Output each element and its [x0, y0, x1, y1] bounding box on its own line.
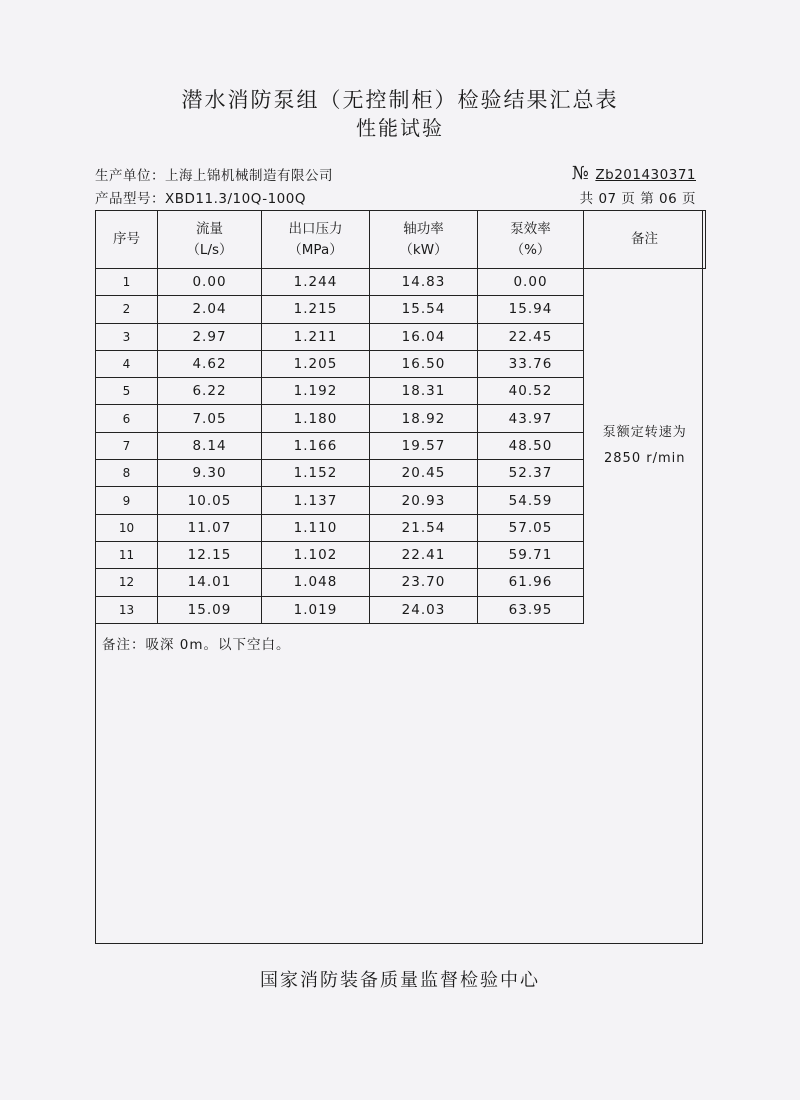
- table-note: 备注：吸深 0m。以下空白。: [102, 637, 291, 653]
- column-header-label: 出口压力: [288, 220, 343, 237]
- manufacturer-label: 生产单位：: [95, 168, 165, 184]
- table-cell: 43.97: [478, 405, 584, 432]
- remark-line: 泵额定转速为: [602, 425, 687, 441]
- table-cell: 33.76: [478, 350, 584, 377]
- table-row: [96, 269, 706, 296]
- table-cell: 22.41: [370, 541, 478, 568]
- table-cell: 12: [96, 569, 158, 596]
- table-cell: 48.50: [478, 432, 584, 459]
- remark-line: 2850 r/min: [604, 451, 686, 467]
- column-header-unit: （%）: [510, 241, 551, 258]
- table-cell: 13: [96, 596, 158, 623]
- table-cell: 52.37: [478, 460, 584, 487]
- number-symbol: №: [571, 163, 590, 184]
- column-header-unit: （kW）: [399, 241, 448, 258]
- table-cell: 40.52: [478, 378, 584, 405]
- table-cell: 18.92: [370, 405, 478, 432]
- column-header-unit: （MPa）: [288, 241, 343, 258]
- table-cell: 3: [96, 323, 158, 350]
- column-header-label: 流量: [196, 220, 223, 237]
- table-cell: 20.45: [370, 460, 478, 487]
- table-cell: 1.166: [262, 432, 370, 459]
- table-cell: 15.09: [158, 596, 262, 623]
- table-cell: 1.102: [262, 541, 370, 568]
- column-header-unit: （L/s）: [186, 241, 233, 258]
- column-header: [96, 211, 158, 269]
- column-header: [370, 211, 478, 269]
- model-line: [95, 187, 306, 207]
- column-header-label: 备注: [631, 231, 658, 247]
- document-subtitle: 性能试验: [356, 116, 444, 140]
- table-cell: 8.14: [158, 432, 262, 459]
- table-cell: 7: [96, 432, 158, 459]
- remark-cell: [584, 269, 706, 624]
- table-cell: 22.45: [478, 323, 584, 350]
- table-cell: 1.244: [262, 269, 370, 296]
- table-cell: 11.07: [158, 514, 262, 541]
- column-header: [262, 211, 370, 269]
- report-number-value: Zb201430371: [595, 167, 696, 183]
- table-cell: 15.54: [370, 296, 478, 323]
- table-cell: 9.30: [158, 460, 262, 487]
- table-cell: 57.05: [478, 514, 584, 541]
- table-cell: 0.00: [158, 269, 262, 296]
- table-cell: 1.110: [262, 514, 370, 541]
- table-cell: 10: [96, 514, 158, 541]
- model-label: 产品型号：: [95, 191, 165, 207]
- issuer-name: 国家消防装备质量监督检验中心: [260, 970, 540, 991]
- table-cell: 7.05: [158, 405, 262, 432]
- table-cell: 16.04: [370, 323, 478, 350]
- column-header-label: 序号: [113, 231, 140, 247]
- table-cell: 1: [96, 269, 158, 296]
- table-cell: 24.03: [370, 596, 478, 623]
- table-cell: 11: [96, 541, 158, 568]
- table-cell: 6: [96, 405, 158, 432]
- performance-table: [95, 210, 706, 624]
- table-cell: 8: [96, 460, 158, 487]
- table-cell: 1.180: [262, 405, 370, 432]
- table-cell: 9: [96, 487, 158, 514]
- table-cell: 1.152: [262, 460, 370, 487]
- table-cell: 1.205: [262, 350, 370, 377]
- model-value: XBD11.3/10Q-100Q: [165, 191, 306, 207]
- table-cell: 18.31: [370, 378, 478, 405]
- table-cell: 1.019: [262, 596, 370, 623]
- table-cell: 21.54: [370, 514, 478, 541]
- table-cell: 1.192: [262, 378, 370, 405]
- table-cell: 23.70: [370, 569, 478, 596]
- table-cell: 1.215: [262, 296, 370, 323]
- table-cell: 14.01: [158, 569, 262, 596]
- manufacturer-value: 上海上锦机械制造有限公司: [165, 168, 333, 184]
- table-cell: 2: [96, 296, 158, 323]
- table-cell: 61.96: [478, 569, 584, 596]
- table-cell: 19.57: [370, 432, 478, 459]
- table-cell: 54.59: [478, 487, 584, 514]
- table-cell: 59.71: [478, 541, 584, 568]
- table-cell: 4: [96, 350, 158, 377]
- report-number: [572, 163, 696, 184]
- table-cell: 1.137: [262, 487, 370, 514]
- table-cell: 20.93: [370, 487, 478, 514]
- column-header-label: 泵效率: [510, 220, 551, 237]
- column-header: [478, 211, 584, 269]
- column-header-label: 轴功率: [403, 220, 444, 237]
- table-cell: 2.97: [158, 323, 262, 350]
- document-title: 潜水消防泵组（无控制柜）检验结果汇总表: [181, 88, 619, 112]
- table-cell: 0.00: [478, 269, 584, 296]
- table-cell: 10.05: [158, 487, 262, 514]
- page-indicator: 共 07 页 第 06 页: [579, 191, 696, 207]
- table-cell: 5: [96, 378, 158, 405]
- manufacturer-line: [95, 164, 333, 184]
- column-header: [584, 211, 706, 269]
- table-cell: 6.22: [158, 378, 262, 405]
- table-header-row: [96, 211, 706, 269]
- table-cell: 63.95: [478, 596, 584, 623]
- table-cell: 14.83: [370, 269, 478, 296]
- table-cell: 2.04: [158, 296, 262, 323]
- table-cell: 15.94: [478, 296, 584, 323]
- column-header: [158, 211, 262, 269]
- table-cell: 16.50: [370, 350, 478, 377]
- table-body: [96, 269, 706, 624]
- table-cell: 1.211: [262, 323, 370, 350]
- table-cell: 4.62: [158, 350, 262, 377]
- table-cell: 1.048: [262, 569, 370, 596]
- table-cell: 12.15: [158, 541, 262, 568]
